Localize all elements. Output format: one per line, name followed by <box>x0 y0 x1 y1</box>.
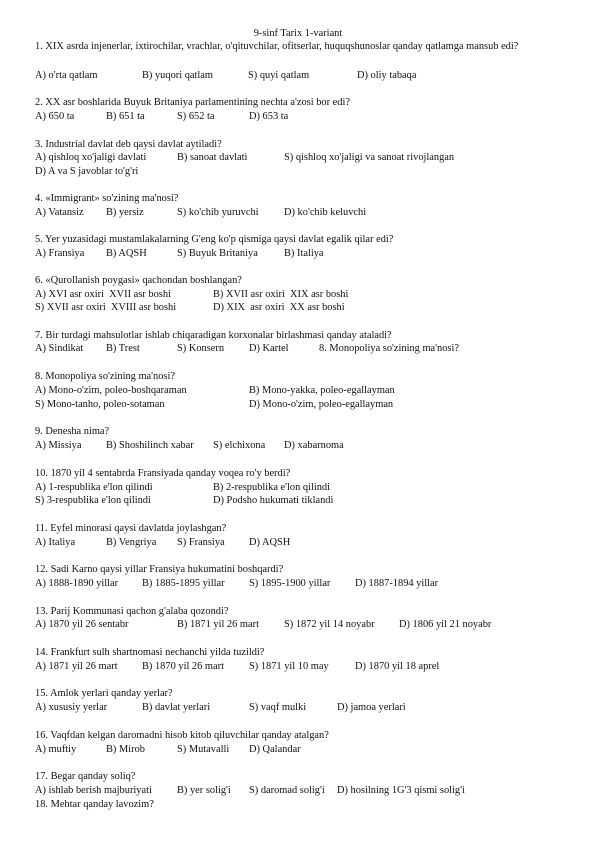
question-17-text <box>35 770 565 783</box>
question-3-text <box>35 138 565 151</box>
question-text: 11. Eyfel minorasi qaysi davlatda joylashgan? <box>35 523 227 534</box>
option-d: D) Podsho hukumati tiklandi <box>213 495 334 506</box>
question-text: 5. Yer yuzasidagi mustamlakalarning G'eng ko'p qismiga qaysi davlat egalik qilar edi? <box>35 234 394 245</box>
option-d: D) A va S javoblar to'g'ri <box>35 166 139 177</box>
question-14-options <box>35 660 565 673</box>
question-text: 8. Monopoliya so'zining ma'nosi? <box>35 371 175 382</box>
question-5-options <box>35 247 565 260</box>
question-text: 15. Amlok yerlari qanday yerlar? <box>35 688 173 699</box>
option-a: A) Missiya <box>35 440 82 451</box>
option-a: A) o'rta qatlam <box>35 70 98 81</box>
question-4-text <box>35 192 565 205</box>
question-3-options-row1 <box>35 151 565 164</box>
option-a: A) xususiy yerlar <box>35 702 108 713</box>
option-b: B) yuqori qatlam <box>142 70 213 81</box>
option-b: B) sanoat davlati <box>177 152 248 163</box>
option-a: A) Mono-o'zim, poleo-boshqaraman <box>35 385 187 396</box>
question-4-options <box>35 206 565 219</box>
option-b: B) 1870 yil 26 mart <box>142 661 224 672</box>
question-11-options <box>35 536 565 549</box>
question-7-text <box>35 329 565 342</box>
option-d: B) Italiya <box>284 248 324 259</box>
question-13-options <box>35 618 565 631</box>
option-a: A) Italiya <box>35 537 76 548</box>
question-text: 3. Industrial davlat deb qaysi davlat aytiladi? <box>35 139 222 150</box>
option-a: A) Fransiya <box>35 248 85 259</box>
question-text: 12. Sadi Karno qaysi yillar Fransiya hukumatini boshqardi? <box>35 564 284 575</box>
question-text: 14. Frankfurt sulh shartnomasi nechanchi yilda tuzildi? <box>35 647 265 658</box>
option-s: S) Mutavalli <box>177 744 230 755</box>
option-d: D) oliy tabaqa <box>357 70 417 81</box>
option-s: S) Fransiya <box>177 537 225 548</box>
option-s: S) Buyuk Britaniya <box>177 248 258 259</box>
question-17-options <box>35 784 565 797</box>
option-d: D) ko'chib keluvchi <box>284 207 367 218</box>
option-s: S) elchixona <box>213 440 266 451</box>
question-12-text <box>35 563 565 576</box>
option-s: S) 3-respublika e'lon qilindi <box>35 495 151 506</box>
option-s: S) Mono-tanho, poleo-sotaman <box>35 399 165 410</box>
option-a: A) muftiy <box>35 744 77 755</box>
option-b: B) davlat yerlari <box>142 702 211 713</box>
question-14-text <box>35 646 565 659</box>
option-s: S) daromad solig'i <box>249 785 325 796</box>
question-8-text <box>35 370 565 383</box>
option-d: D) xabarnoma <box>284 440 344 451</box>
option-b: B) 2-respublika e'lon qilindi <box>213 482 331 493</box>
option-a: A) ishlab berish majburiyati <box>35 785 152 796</box>
option-b: B) XVII asr oxiri XIX asr boshi <box>213 289 349 300</box>
question-10-options-row1 <box>35 481 565 494</box>
option-d: D) 1887-1894 yillar <box>355 578 439 589</box>
question-18-text <box>35 798 565 811</box>
question-6-options-row1 <box>35 288 565 301</box>
question-text: 18. Mehtar qanday lavozim? <box>35 799 154 810</box>
option-a: A) Vatansiz <box>35 207 84 218</box>
option-b: B) 1885-1895 yillar <box>142 578 225 589</box>
option-b: B) Trest <box>106 343 140 354</box>
question-6-text <box>35 274 565 287</box>
option-s: S) qishloq xo'jaligi va sanoat rivojlangan <box>284 152 455 163</box>
option-s: S) 652 ta <box>177 111 215 122</box>
option-s: S) Konsern <box>177 343 225 354</box>
question-15-text <box>35 687 565 700</box>
option-d: D) 653 ta <box>249 111 289 122</box>
option-a: A) XVI asr oxiri XVII asr boshi <box>35 289 171 300</box>
option-b: B) Shoshilinch xabar <box>106 440 194 451</box>
option-d: D) jamoa yerlari <box>337 702 406 713</box>
option-d: D) XIX asr oxiri XX asr boshi <box>213 302 345 313</box>
option-d: D) Qalandar <box>249 744 301 755</box>
option-b: B) Vengriya <box>106 537 157 548</box>
question-9-text <box>35 425 565 438</box>
question-8-options-row1 <box>35 384 565 397</box>
question-16-text <box>35 729 565 742</box>
option-d: D) hosilning 1G'3 qismi solig'i <box>337 785 465 796</box>
question-1-text: 1. XIX asrda injenerlar, ixtirochilar, vrachlar, o'qituvchilar, ofitserlar, huquqshunoslar qanday qatlamga mansub edi? <box>35 41 519 52</box>
question-text: 16. Vaqfdan kelgan daromadni hisob kitob qiluvchilar qanday atalgan? <box>35 730 329 741</box>
question-9-options <box>35 439 565 452</box>
question-5-text <box>35 233 565 246</box>
option-d: D) 1806 yil 21 noyabr <box>399 619 492 630</box>
inline-question-8: 8. Monopoliya so'zining ma'nosi? <box>319 343 459 354</box>
option-s: S) 1871 yil 10 may <box>249 661 329 672</box>
option-a: A) 650 ta <box>35 111 75 122</box>
option-b: B) 651 ta <box>106 111 145 122</box>
question-7-options <box>35 342 565 355</box>
option-s: S) quyi qatlam <box>248 70 310 81</box>
option-s: S) ko'chib yuruvchi <box>177 207 259 218</box>
option-a: A) 1870 yil 26 sentabr <box>35 619 129 630</box>
question-10-text <box>35 467 565 480</box>
question-text: 4. «Immigrant» so'zining ma'nosi? <box>35 193 179 204</box>
option-d: D) AQSH <box>249 537 291 548</box>
option-s: S) XVII asr oxiri XVIII asr boshi <box>35 302 177 313</box>
option-s: S) 1872 yil 14 noyabr <box>284 619 375 630</box>
option-d: D) Kartel <box>249 343 289 354</box>
question-text: 6. «Qurollanish poygasi» qachondan boshlangan? <box>35 275 242 286</box>
question-10-options-row2 <box>35 494 565 507</box>
question-6-options-row2 <box>35 301 565 314</box>
question-16-options <box>35 743 565 756</box>
question-12-options <box>35 577 565 590</box>
option-b: B) yersiz <box>106 207 144 218</box>
question-text: 9. Denesha nima? <box>35 426 110 437</box>
question-text: 10. 1870 yil 4 sentabrda Fransiyada qanday voqea ro'y berdi? <box>35 468 291 479</box>
option-a: A) qishloq xo'jaligi davlati <box>35 152 147 163</box>
option-a: A) 1871 yil 26 mart <box>35 661 118 672</box>
question-11-text <box>35 522 565 535</box>
option-b: B) AQSH <box>106 248 147 259</box>
question-text: 2. XX asr boshlarida Buyuk Britaniya parlamentining nechta a'zosi bor edi? <box>35 97 350 108</box>
option-a: A) 1-respublika e'lon qilindi <box>35 482 153 493</box>
option-s: S) 1895-1900 yillar <box>249 578 331 589</box>
question-2-options <box>35 110 565 123</box>
question-3-options-row2 <box>35 165 565 178</box>
option-a: A) Sindikat <box>35 343 84 354</box>
question-8-options-row2 <box>35 398 565 411</box>
question-15-options <box>35 701 565 714</box>
document-title: 9-sinf Tarix 1-variant <box>253 28 343 39</box>
question-13-text <box>35 605 565 618</box>
question-text: 17. Begar qanday soliq? <box>35 771 136 782</box>
question-1-options <box>35 69 565 82</box>
option-b: B) 1871 yil 26 mart <box>177 619 259 630</box>
option-b: B) Mirob <box>106 744 145 755</box>
option-s: S) vaqf mulki <box>249 702 307 713</box>
question-2-text <box>35 96 565 109</box>
option-a: A) 1888-1890 yillar <box>35 578 119 589</box>
option-d: D) 1870 yil 18 aprel <box>355 661 440 672</box>
option-b: B) Mono-yakka, poleo-egallayman <box>249 385 395 396</box>
question-text: 13. Parij Kommunasi qachon g'alaba qozondi? <box>35 606 229 617</box>
option-d: D) Mono-o'zim, poleo-egallayman <box>249 399 394 410</box>
question-text: 7. Bir turdagi mahsulotlar ishlab chiqaradigan korxonalar birlashmasi qanday ataladi? <box>35 330 392 341</box>
option-b: B) yer solig'i <box>177 785 231 796</box>
